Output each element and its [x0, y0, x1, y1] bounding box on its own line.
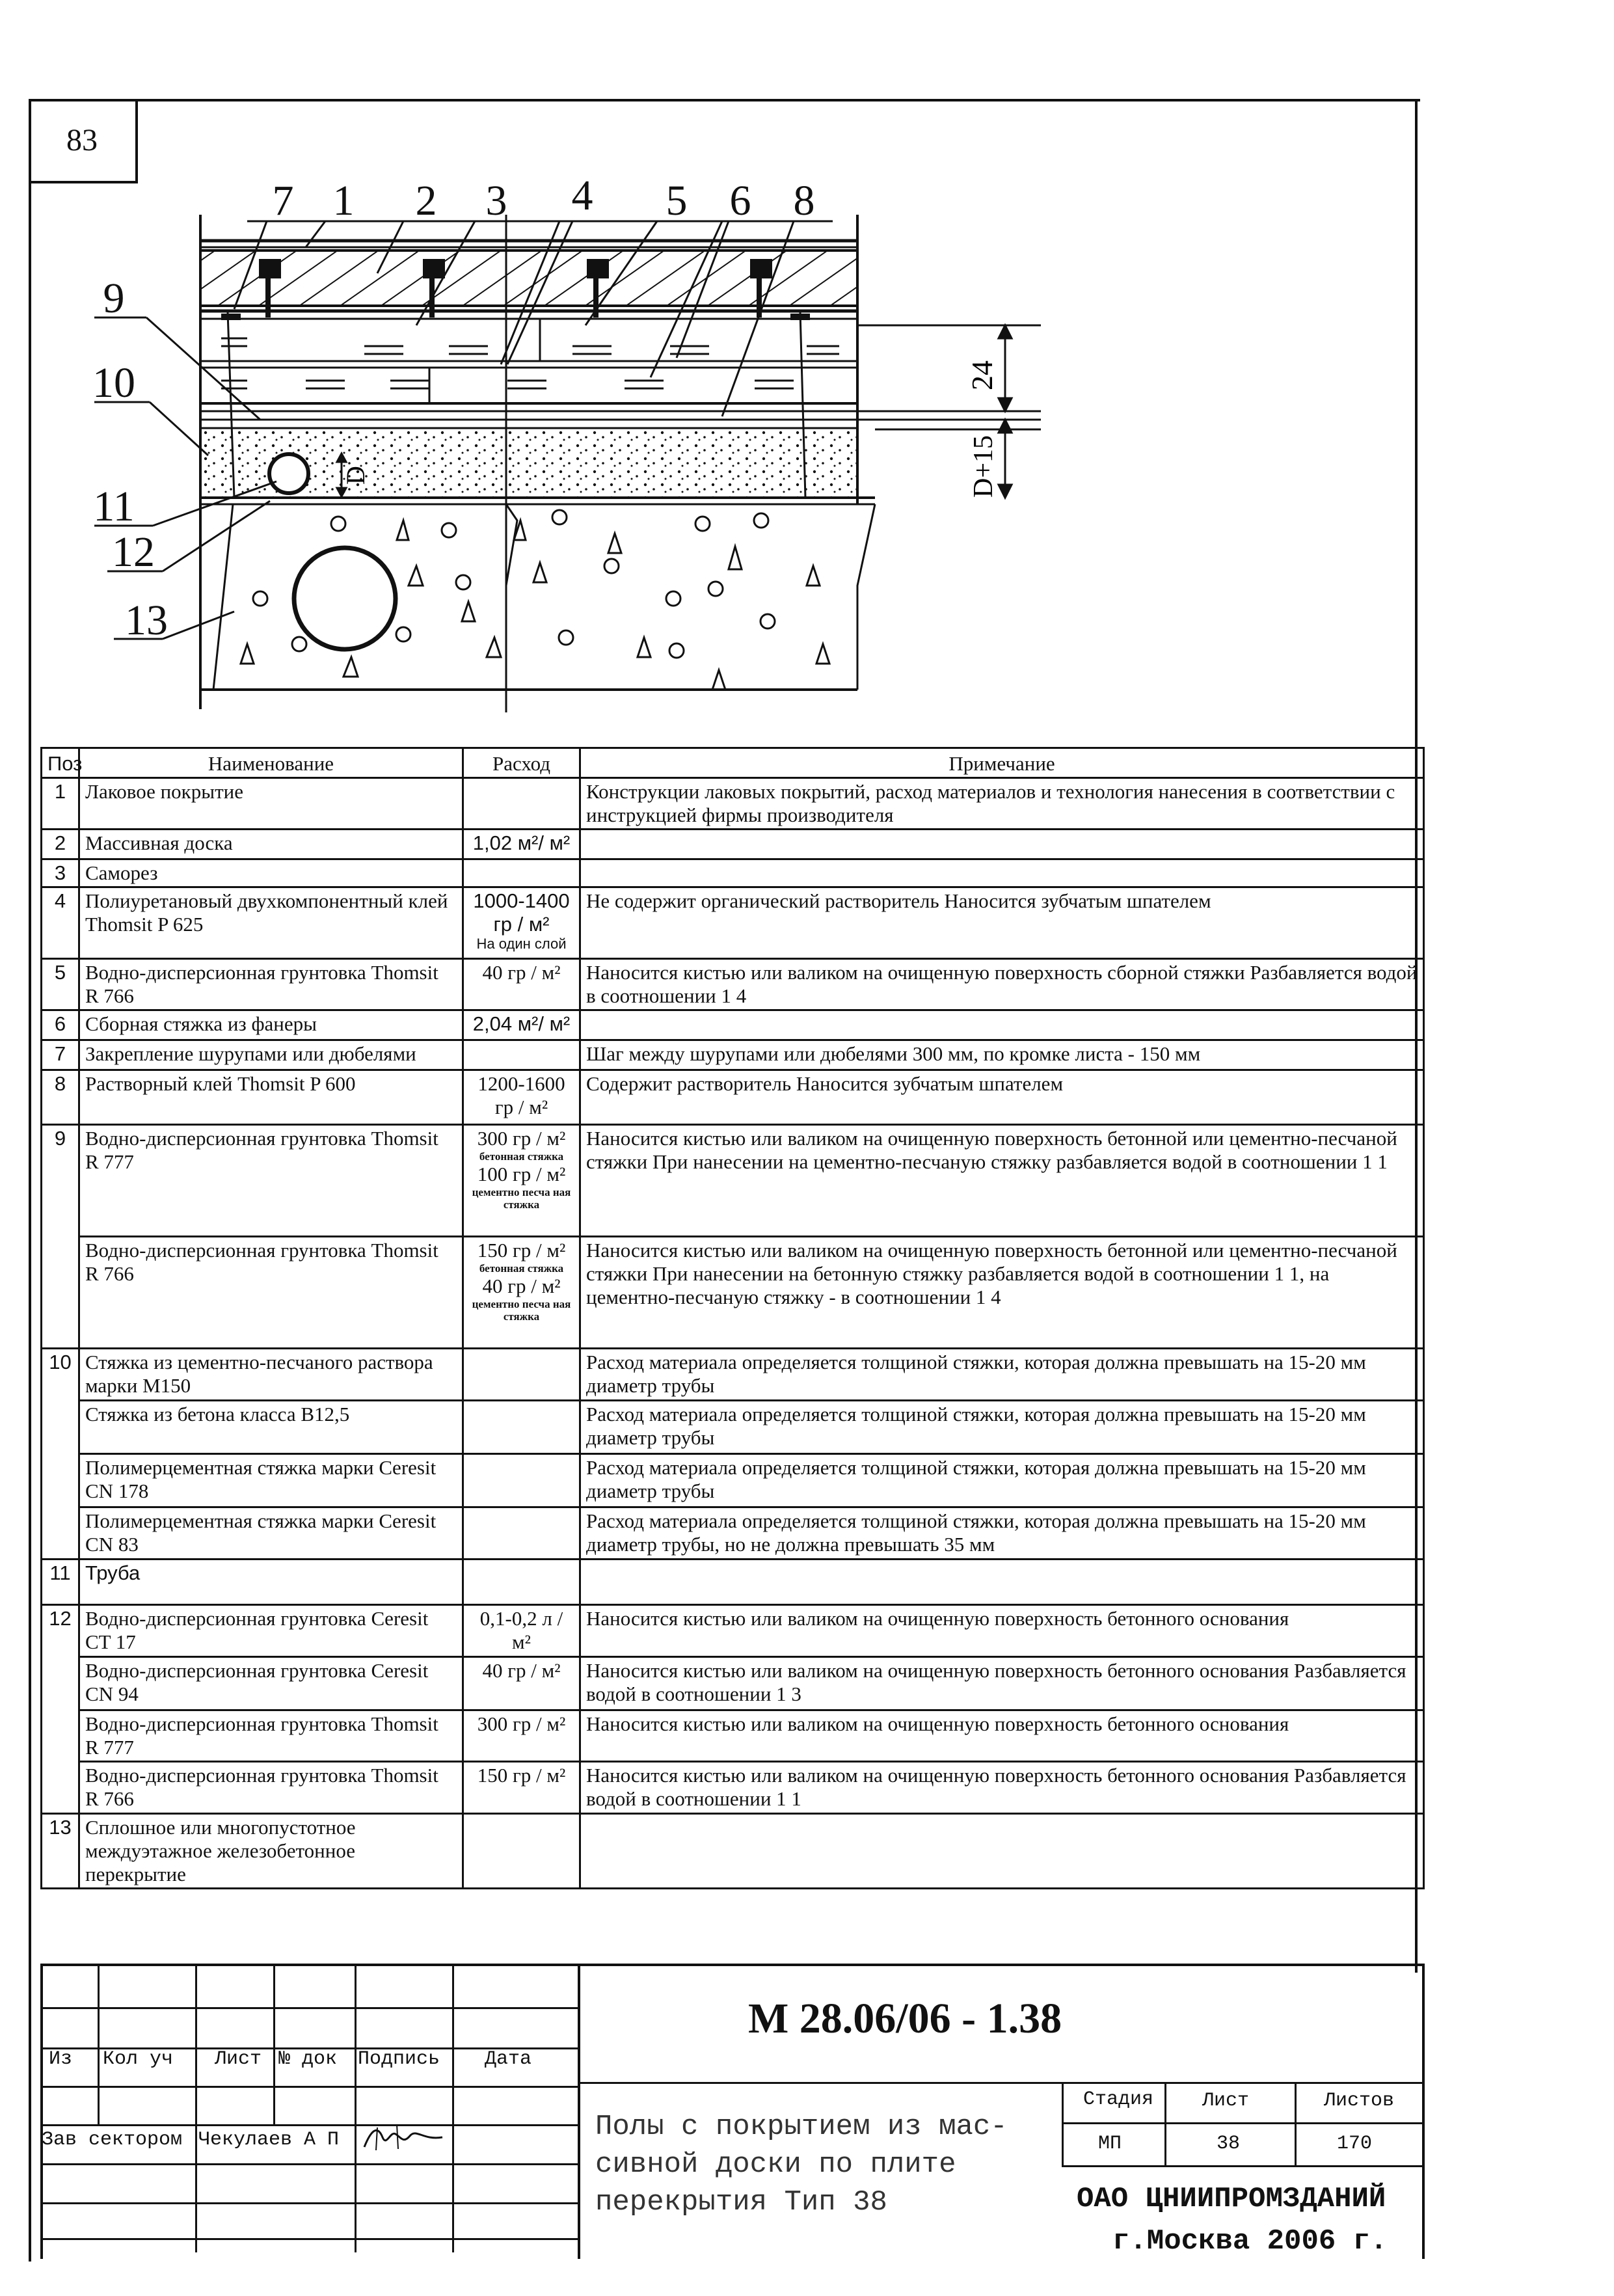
row-name: Водно-дисперсионная грунтовка Thomsit R 777 [79, 1125, 463, 1237]
label-4: 4 [571, 172, 593, 219]
label-9: 9 [103, 275, 125, 322]
row-consumption-sub: На один слой [476, 936, 567, 952]
title-line-2: сивной доски по плите [595, 2148, 956, 2181]
hdr-iz: Из [49, 2048, 73, 2070]
row-note: Расход материала определяется толщиной стяжки, которая должна превышать на 15-20 мм диаметр трубы [580, 1401, 1424, 1454]
row-name: Массивная доска [79, 830, 463, 859]
row-pos: 7 [42, 1040, 79, 1070]
sheet-header: Лист [1202, 2090, 1250, 2112]
sheets-value: 170 [1337, 2133, 1373, 2155]
row-name: Стяжка из цементно-песчаного раствора марки М150 [79, 1349, 463, 1401]
row-name: Сплошное или многопустотное междуэтажное железобетонное перекрытие [79, 1814, 463, 1889]
label-7: 7 [272, 177, 294, 224]
row-note: Наносится кистью или валиком на очищенную поверхность бетонного основания [580, 1605, 1424, 1657]
doc-code: М 28.06/06 - 1.38 [748, 1995, 1062, 2042]
row-note: Не содержит органический растворитель Наносится зубчатым шпателем [580, 887, 1424, 959]
row-consumption-sub: цементно песча ная стяжка [472, 1186, 571, 1211]
row-consumption [463, 859, 580, 887]
row-pos: 4 [42, 887, 79, 959]
row-consumption-sub: бетонная стяжка [479, 1262, 564, 1275]
sheet-number: 83 [29, 99, 138, 183]
row-note: Расход материала определяется толщиной стяжки, которая должна превышать на 15-20 мм диаметр трубы [580, 1349, 1424, 1401]
dim-d: D [341, 466, 370, 485]
row-note: Конструкции лаковых покрытий, расход материалов и технология нанесения в соответствии с инструкцией фирмы производителя [580, 778, 1424, 830]
label-8: 8 [793, 177, 815, 224]
row-pos: 13 [42, 1814, 79, 1889]
row-note: Наносится кистью или валиком на очищенную поверхность сборной стяжки Разбавляется водой в соотношении 1 4 [580, 959, 1424, 1010]
row-name: Водно-дисперсионная грунтовка Thomsit R 766 [79, 959, 463, 1010]
row-name: Полимерцементная стяжка марки Ceresit CN 83 [79, 1507, 463, 1560]
label-1: 1 [332, 177, 355, 224]
row-name: Саморез [79, 859, 463, 887]
label-5: 5 [666, 177, 688, 224]
row-name: Закрепление шурупами или дюбелями [79, 1040, 463, 1070]
hdr-kol: Кол уч [103, 2048, 174, 2070]
row-note: Содержит растворитель Наносится зубчатым шпателем [580, 1070, 1424, 1125]
label-13: 13 [125, 597, 168, 644]
row-note [580, 1010, 1424, 1040]
floor-section-drawing [0, 0, 1614, 748]
row-pos: 3 [42, 859, 79, 887]
row-name: Растворный клей Thomsit P 600 [79, 1070, 463, 1125]
row-consumption: 100 гр / м² [477, 1163, 566, 1185]
header-note: Примечание [580, 748, 1424, 778]
row-consumption-sub: цементно песча ная стяжка [472, 1298, 571, 1323]
dim-24: 24 [965, 360, 999, 390]
title-line-1: Полы с покрытием из мас- [595, 2111, 1008, 2143]
row-note: Шаг между шурупами или дюбелями 300 мм, по кромке листа - 150 мм [580, 1040, 1424, 1070]
row-note [580, 859, 1424, 887]
row-name: Стяжка из бетона класса В12,5 [79, 1401, 463, 1454]
org-name: ОАО ЦНИИПРОМЗДАНИЙ [1077, 2183, 1386, 2215]
row-consumption: 40 гр / м² [463, 959, 580, 1010]
row-pos: 11 [42, 1560, 79, 1605]
label-12: 12 [112, 528, 155, 576]
row-consumption: 1200-1600 гр / м² [463, 1070, 580, 1125]
row-name: Водно-дисперсионная грунтовка Thomsit R 766 [79, 1237, 463, 1349]
row-name: Водно-дисперсионная грунтовка Thomsit R 766 [79, 1762, 463, 1814]
spec-table [40, 747, 1425, 1889]
row-name: Водно-дисперсионная грунтовка Ceresit CN 94 [79, 1657, 463, 1710]
dim-d15: D+15 [969, 435, 999, 498]
row-name: Полимерцементная стяжка марки Ceresit CN 178 [79, 1454, 463, 1507]
title-line-3: перекрытия Тип 38 [595, 2186, 887, 2219]
row-note: Расход материала определяется толщиной стяжки, которая должна превышать на 15-20 мм диаметр трубы, но не должна превышать 35 мм [580, 1507, 1424, 1560]
row-name: Водно-дисперсионная грунтовка Ceresit CT 17 [79, 1605, 463, 1657]
signature [358, 2118, 449, 2157]
sheets-header: Листов [1324, 2090, 1395, 2112]
hdr-ndok: № док [278, 2048, 338, 2070]
role-label: Зав сектором [42, 2129, 183, 2151]
row-consumption: 40 гр / м² [463, 1657, 580, 1710]
row-pos: 10 [42, 1349, 79, 1560]
row-pos: 1 [42, 778, 79, 830]
row-consumption [463, 778, 580, 830]
row-consumption: 40 гр / м² [482, 1275, 561, 1297]
row-name: Лаковое покрытие [79, 778, 463, 830]
header-consumption: Расход [463, 748, 580, 778]
header-name: Наименование [79, 748, 463, 778]
city-year: г.Москва 2006 г. [1112, 2225, 1388, 2258]
row-consumption: 1,02 м²/ м² [463, 830, 580, 859]
row-note: Наносится кистью или валиком на очищенную поверхность бетонной или цементно-песчаной стяжки При нанесении на бетонную стяжку разбавляется водой в соотношении 1 1, на цементно-песчаную стяжку - в соотношении 1 4 [580, 1237, 1424, 1349]
row-name: Сборная стяжка из фанеры [79, 1010, 463, 1040]
hdr-list: Лист [215, 2048, 262, 2070]
row-pos: 8 [42, 1070, 79, 1125]
label-10: 10 [92, 359, 135, 407]
row-consumption: 300 гр / м² [463, 1710, 580, 1762]
row-name: Полиуретановый двухкомпонентный клей Thomsit P 625 [79, 887, 463, 959]
sheet-title [595, 2108, 1008, 2221]
hdr-data: Дата [485, 2048, 532, 2070]
sheet-value: 38 [1217, 2133, 1241, 2155]
row-note: Наносится кистью или валиком на очищенную поверхность бетонной или цементно-песчаной стяжки При нанесении на цементно-песчаную стяжку разбавляется водой в соотношении 1 1 [580, 1125, 1424, 1237]
row-note: Наносится кистью или валиком на очищенную поверхность бетонного основания Разбавляется водой в соотношении 1 1 [580, 1762, 1424, 1814]
row-note: Расход материала определяется толщиной стяжки, которая должна превышать на 15-20 мм диаметр трубы [580, 1454, 1424, 1507]
row-note [580, 830, 1424, 859]
header-pos: Поз [42, 748, 79, 778]
row-pos: 9 [42, 1125, 79, 1349]
row-consumption: 2,04 м²/ м² [463, 1010, 580, 1040]
label-2: 2 [415, 177, 437, 224]
row-consumption [463, 1040, 580, 1070]
row-note: Наносится кистью или валиком на очищенную поверхность бетонного основания Разбавляется водой в соотношении 1 3 [580, 1657, 1424, 1710]
row-consumption: 0,1-0,2 л / м² [463, 1605, 580, 1657]
label-11: 11 [93, 483, 135, 530]
row-name: Труба [79, 1560, 463, 1605]
row-name: Водно-дисперсионная грунтовка Thomsit R 777 [79, 1710, 463, 1762]
row-pos: 12 [42, 1605, 79, 1814]
row-consumption: 1000-1400 гр / м² [473, 889, 570, 936]
hdr-podpis: Подпись [358, 2048, 440, 2070]
row-pos: 2 [42, 830, 79, 859]
row-consumption-sub: бетонная стяжка [479, 1150, 564, 1163]
row-pos: 6 [42, 1010, 79, 1040]
stage-value: МП [1098, 2133, 1122, 2155]
row-consumption: 150 гр / м² [477, 1239, 566, 1262]
row-pos: 5 [42, 959, 79, 1010]
label-6: 6 [729, 177, 751, 224]
row-note: Наносится кистью или валиком на очищенную поверхность бетонного основания [580, 1710, 1424, 1762]
person-name: Чекулаев А П [198, 2129, 340, 2151]
row-consumption: 150 гр / м² [463, 1762, 580, 1814]
row-consumption: 300 гр / м² [477, 1127, 566, 1150]
label-3: 3 [485, 177, 507, 224]
stage-header: Стадия [1083, 2088, 1154, 2111]
